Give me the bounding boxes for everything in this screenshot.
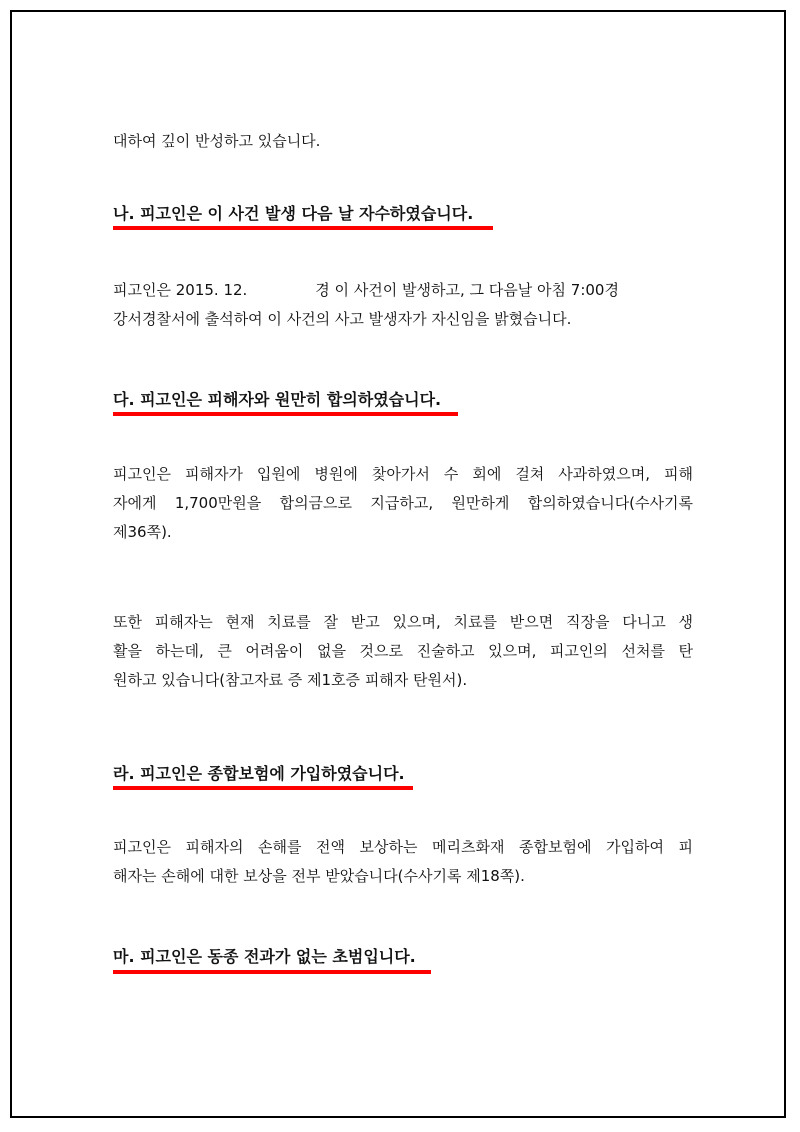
redaction-mark	[247, 282, 315, 300]
text-segment: 경 이 사건이 발생하고, 그 다음날 아침 7:00경	[315, 281, 619, 299]
heading-underline-da	[113, 412, 458, 416]
text-line: 피고인은 피해자가 입원에 병원에 찾아가서 수 회에 걸쳐 사과하였으며, 피해	[113, 465, 693, 483]
paragraph-insurance	[113, 833, 693, 891]
paragraph-continuation	[113, 127, 693, 156]
text-line: 활을 하는데, 큰 어려움이 없을 것으로 진술하고 있으며, 피고인의 선처를 탄	[113, 642, 693, 660]
text-line: 해자는 손해에 대한 보상을 전부 받았습니다(수사기록 제18쪽).	[113, 867, 525, 885]
section-heading-ma: 마. 피고인은 동종 전과가 없는 초범입니다.	[113, 947, 416, 966]
text-line: 원하고 있습니다(참고자료 증 제1호증 피해자 탄원서).	[113, 671, 468, 689]
text-line: 대하여 깊이 반성하고 있습니다.	[113, 132, 321, 150]
heading-underline-ra	[113, 786, 413, 790]
section-heading-da: 다. 피고인은 피해자와 원만히 합의하였습니다.	[113, 390, 442, 409]
section-heading-na: 나. 피고인은 이 사건 발생 다음 날 자수하였습니다.	[113, 204, 474, 223]
text-line: 자에게 1,700만원을 합의금으로 지급하고, 원만하게 합의하였습니다(수사기록	[113, 494, 693, 512]
heading-underline-ma	[113, 970, 431, 974]
text-line	[113, 276, 693, 305]
text-line: 또한 피해자는 현재 치료를 잘 받고 있으며, 치료를 받으면 직장을 다니고 생	[113, 613, 693, 631]
text-line: 강서경찰서에 출석하여 이 사건의 사고 발생자가 자신임을 밝혔습니다.	[113, 310, 572, 328]
paragraph-victim-petition	[113, 608, 693, 695]
paragraph-settlement	[113, 460, 693, 547]
heading-underline-na	[113, 226, 493, 230]
section-heading-ra: 라. 피고인은 종합보험에 가입하였습니다.	[113, 764, 405, 783]
text-line: 피고인은 피해자의 손해를 전액 보상하는 메리츠화재 종합보험에 가입하여 피	[113, 838, 693, 856]
paragraph-surrender	[113, 276, 693, 334]
text-segment: 피고인은 2015. 12.	[113, 281, 248, 299]
text-line: 제36쪽).	[113, 523, 172, 541]
